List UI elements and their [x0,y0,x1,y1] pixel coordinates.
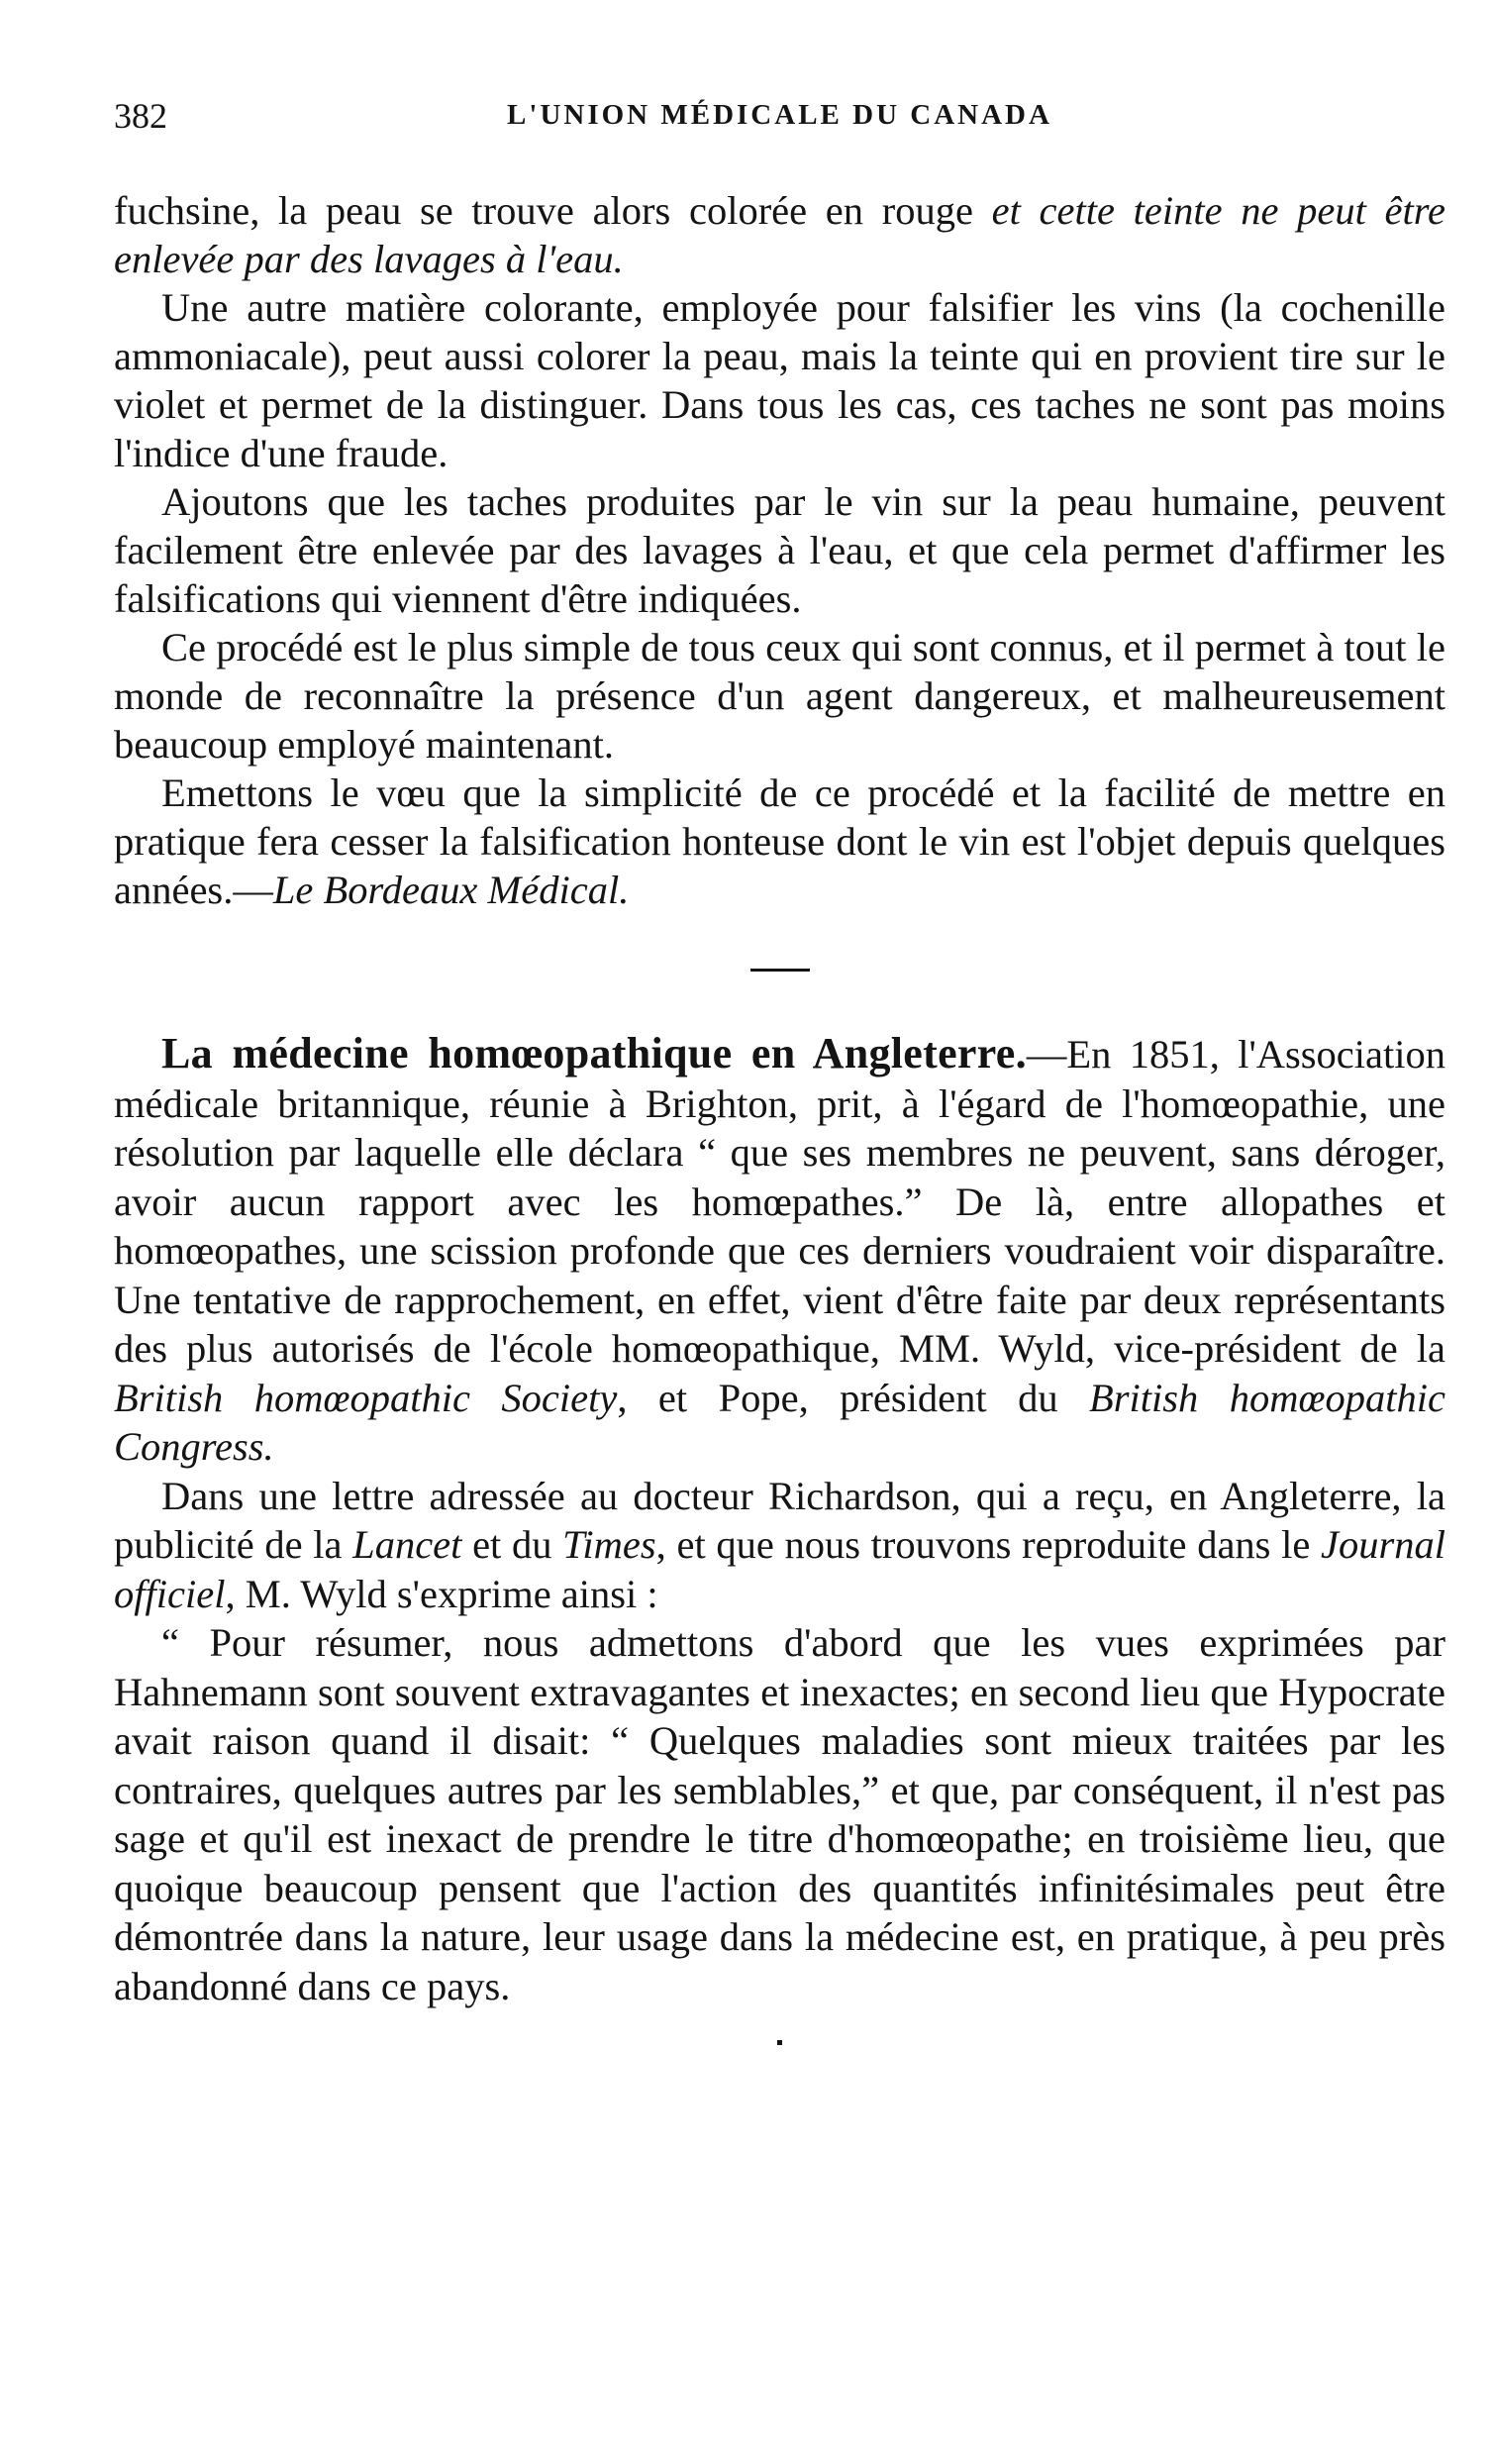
running-title: L'UNION MÉDICALE DU CANADA [507,99,1052,131]
section-divider [750,969,810,972]
paragraph-text: , et que nous trouvons reproduite dans le [655,1522,1321,1567]
paragraph: Une autre matière colorante, employée pour falsifier les vins (la cochenille ammoniacale), peut aussi colorer la peau, mais la teinte qui en provient tire sur le violet et permet de la distinguer. Dans tous les cas, ces taches ne sont pas moins l'indice d'une fraude. [114,285,1445,475]
italic-congress: British homœopathic Congress. [114,1375,1445,1469]
print-mark [777,2040,782,2045]
italic-times: Times [562,1522,656,1567]
paragraph-text: Dans une lettre adressée au docteur Richardson, qui a reçu, en Angleterre, la publicité de la [114,1473,1445,1567]
paragraph-text: , M. Wyld s'exprime ainsi : [225,1571,658,1616]
italic-phrase: et cette teinte ne peut être enlevée par des lavages à l'eau. [114,188,1445,281]
italic-journal: Journal officiel [114,1522,1445,1616]
running-head [114,95,1445,154]
paragraph-text: —En 1851, l'Association médicale britannique, réunie à Brighton, prit, à l'égard de l'homœopathie, une résolution par laquelle elle déclara “ que ses membres ne peuvent, sans déroger, avoir aucun rapport avec les homœpathes.” De là, entre allopathes et homœopathes, une scission profonde que ces derniers voudraient voir disparaître. Une tentative de rapprochement, en effet, vient d'être faite par deux représentants des plus autorisés de l'école homœopathique, MM. Wyld, vice-président de la [114,1032,1445,1371]
article-wine-stains [114,186,1445,914]
paragraph [114,186,1445,283]
page [114,95,1445,2045]
source-citation: Le Bordeaux Médical. [272,868,630,912]
paragraph [114,1029,1445,1472]
paragraph: “ Pour résumer, nous admettons d'abord que les vues exprimées par Hahnemann sont souvent extravagantes et inexactes; en second lieu que Hypocrate avait raison quand il disait: “ Quelques maladies sont mieux traitées par les contraires, quelques autres par les semblables,” et que, par conséquent, il n'est pas sage et qu'il est inexact de prendre le titre d'homœopathe; en troisième lieu, que quoique beaucoup pensent que l'action des quantités infinitésimales peut être démontrée dans la nature, leur usage dans la médecine est, en pratique, à peu près abandonné dans ce pays. [114,1620,1445,2008]
italic-society: British homœopathic Society [114,1375,618,1420]
paragraph-text: et du [461,1522,563,1567]
paragraph: Ajoutons que les taches produites par le vin sur la peau humaine, peuvent facilement être enlevée par des lavages à l'eau, et que cela permet d'affirmer les falsifications qui viennent d'être indiquées. [114,479,1445,621]
paragraph [114,769,1445,914]
paragraph: Ce procédé est le plus simple de tous ceux qui sont connus, et il permet à tout le monde de reconnaître la présence d'un agent dangereux, et malheureusement beaucoup employé maintenant. [114,625,1445,767]
italic-lancet: Lancet [352,1522,462,1567]
paragraph-text: Emettons le vœu que la simplicité de ce procédé et la facilité de mettre en pratique fera cesser la falsification honteuse dont le vin est l'objet depuis quelques années.— [114,770,1445,912]
paragraph [114,1472,1445,1619]
article-homeopathy [114,1029,1445,2010]
paragraph-text: , et Pope, président du [617,1375,1090,1420]
article-headline: La médecine homœopathique en Angleterre. [161,1029,1027,1078]
paragraph-text: fuchsine, la peau se trouve alors colorée en rouge [114,188,992,233]
page-number: 382 [114,96,167,136]
